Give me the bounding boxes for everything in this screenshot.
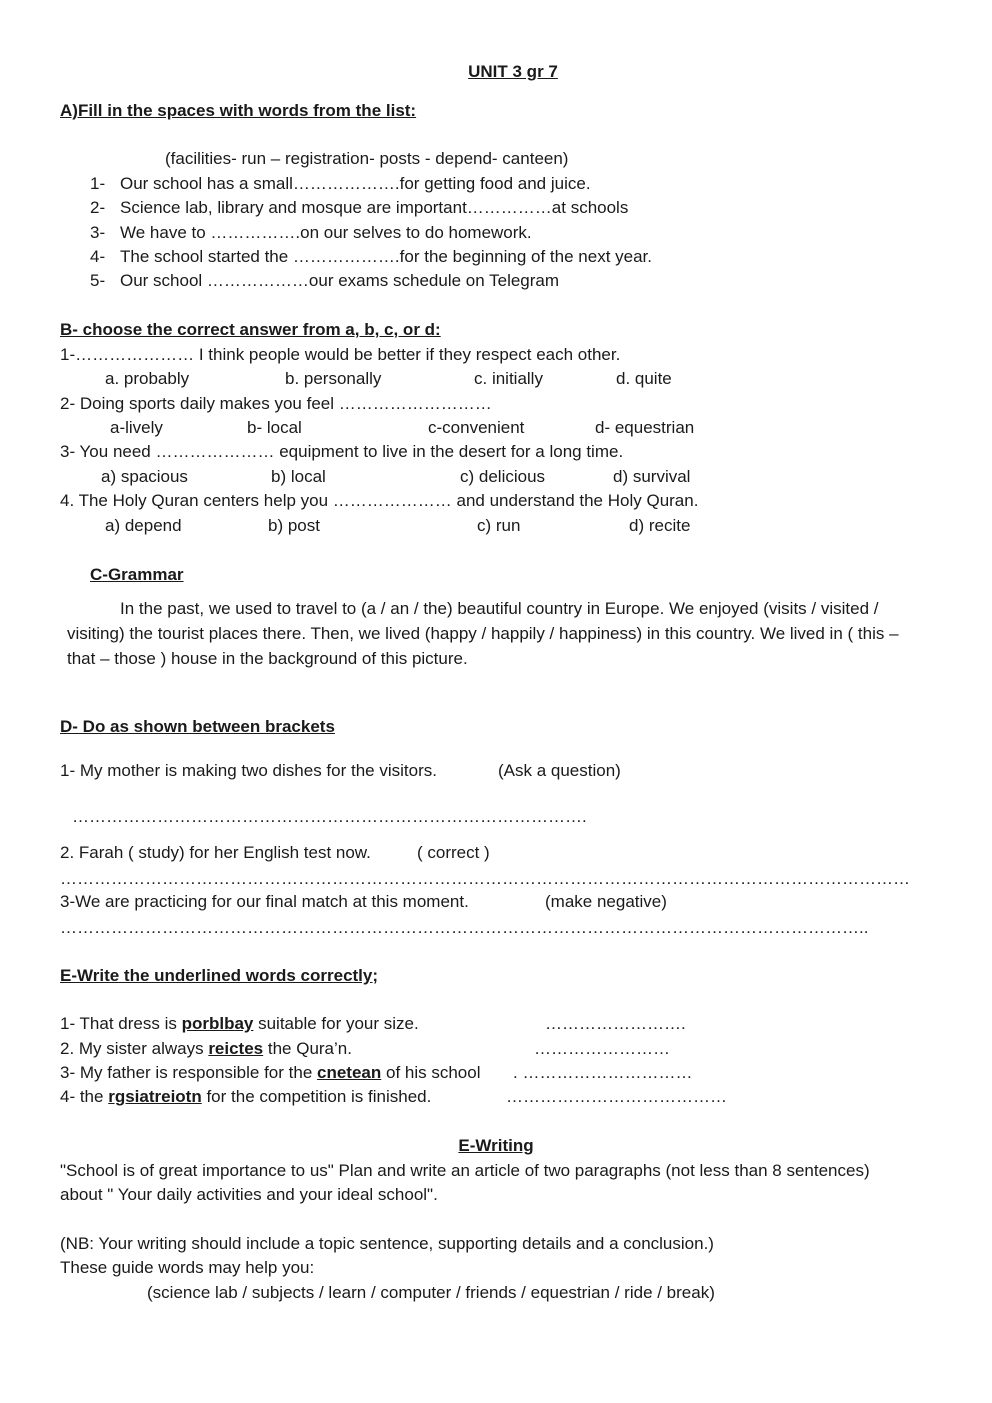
option-d: d. quite	[616, 369, 672, 388]
question-text: 1-………………… I think people would be better if they respect each other.	[60, 345, 621, 364]
answer-line: ……………………………………………………………………………………………………………………………..	[60, 918, 869, 937]
option-d: d) recite	[629, 516, 691, 535]
misspelled-word: rgsiatreiotn	[108, 1087, 202, 1106]
exercise-sentence: 2. Farah ( study) for her English test now.	[60, 843, 371, 862]
option-c: c) delicious	[460, 467, 546, 486]
misspelled-sentence	[60, 1039, 352, 1059]
option-b: b) post	[268, 516, 320, 535]
question-text: 4. The Holy Quran centers help you ………………… and understand the Holy Quran.	[60, 491, 699, 510]
exercise-sentence: 1- My mother is making two dishes for the visitors.	[60, 761, 437, 780]
list-item-number: 5-	[90, 271, 106, 290]
writing-prompt-line: about " Your daily activities and your ideal school".	[60, 1185, 438, 1204]
list-item-number: 2-	[90, 198, 106, 217]
answer-line: ……………………………………………………………………………………………………………………………………	[60, 869, 910, 888]
writing-note: (NB: Your writing should include a topic sentence, supporting details and a conclusion.)	[60, 1234, 714, 1253]
option-a: a) depend	[105, 516, 182, 535]
option-a: a) spacious	[101, 467, 188, 486]
sentence-start: 3- My father is responsible for the	[60, 1063, 318, 1082]
answer-blank: ……………………	[534, 1039, 670, 1058]
page-title: UNIT 3 gr 7	[468, 62, 558, 81]
list-item-number: 3-	[90, 223, 106, 242]
guide-intro: These guide words may help you:	[60, 1258, 315, 1277]
answer-blank: . …………………………	[513, 1063, 693, 1082]
option-c: c. initially	[474, 369, 543, 388]
option-a: a-lively	[110, 418, 163, 437]
answer-blank: …………………….	[545, 1014, 686, 1033]
exercise-sentence: 3-We are practicing for our final match at this moment.	[60, 892, 469, 911]
exercise-instruction: (Ask a question)	[498, 761, 621, 780]
section-b-heading: B- choose the correct answer from a, b, c, or d:	[60, 320, 441, 339]
option-c: c-convenient	[428, 418, 525, 437]
sentence-end: the Qura’n.	[263, 1039, 352, 1058]
section-a-heading: A)Fill in the spaces with words from the list:	[60, 101, 417, 120]
writing-heading: E-Writing	[458, 1136, 534, 1155]
list-item: Our school has a small……………….for getting food and juice.	[120, 174, 591, 193]
sentence-end: for the competition is finished.	[201, 1087, 432, 1106]
option-d: d) survival	[613, 467, 691, 486]
option-b: b- local	[247, 418, 302, 437]
writing-prompt-line: "School is of great importance to us" Plan and write an article of two paragraphs (not less than 8 sentences)	[60, 1161, 870, 1180]
list-item: The school started the ……………….for the beginning of the next year.	[120, 247, 652, 266]
list-item: Science lab, library and mosque are important……………at schools	[120, 198, 629, 217]
question-text: 2- Doing sports daily makes you feel ………………………	[60, 394, 492, 413]
grammar-paragraph: In the past, we used to travel to (a / an / the) beautiful country in Europe. We enjoyed (visits / visited / visiting) the tourist places there. Then, we lived (happy / happily / happiness) in this country. We lived in ( this – that – those ) house in the background of this picture.	[67, 599, 899, 668]
misspelled-word: reictes	[208, 1039, 264, 1058]
misspelled-sentence	[60, 1014, 419, 1034]
option-b: b) local	[271, 467, 326, 486]
answer-line: ……………………………………………………………………………….	[72, 807, 587, 826]
list-item-number: 4-	[90, 247, 106, 266]
sentence-end: of his school	[381, 1063, 481, 1082]
section-c-heading: C-Grammar	[90, 565, 184, 584]
option-c: c) run	[477, 516, 521, 535]
list-item-number: 1-	[90, 174, 106, 193]
list-item: We have to …………….on our selves to do homework.	[120, 223, 532, 242]
sentence-start: 1- That dress is	[60, 1014, 182, 1033]
misspelled-word: porblbay	[181, 1014, 254, 1033]
sentence-start: 4- the	[60, 1087, 109, 1106]
guide-words: (science lab / subjects / learn / computer / friends / equestrian / ride / break)	[147, 1283, 715, 1302]
misspelled-sentence	[60, 1063, 481, 1083]
section-d-heading: D- Do as shown between brackets	[60, 717, 335, 736]
sentence-end: suitable for your size.	[253, 1014, 419, 1033]
word-list: (facilities- run – registration- posts - depend- canteen)	[165, 149, 569, 168]
option-d: d- equestrian	[595, 418, 695, 437]
misspelled-word: cnetean	[317, 1063, 382, 1082]
exercise-instruction: ( correct )	[417, 843, 490, 862]
option-a: a. probably	[105, 369, 190, 388]
question-text: 3- You need ………………… equipment to live in the desert for a long time.	[60, 442, 624, 461]
list-item: Our school ………………our exams schedule on Telegram	[120, 271, 560, 290]
misspelled-sentence	[60, 1087, 431, 1107]
exercise-instruction: (make negative)	[545, 892, 667, 911]
section-e-heading: E-Write the underlined words correctly;	[60, 966, 379, 985]
option-b: b. personally	[285, 369, 382, 388]
sentence-start: 2. My sister always	[60, 1039, 209, 1058]
answer-blank: …………………………………	[506, 1087, 727, 1106]
